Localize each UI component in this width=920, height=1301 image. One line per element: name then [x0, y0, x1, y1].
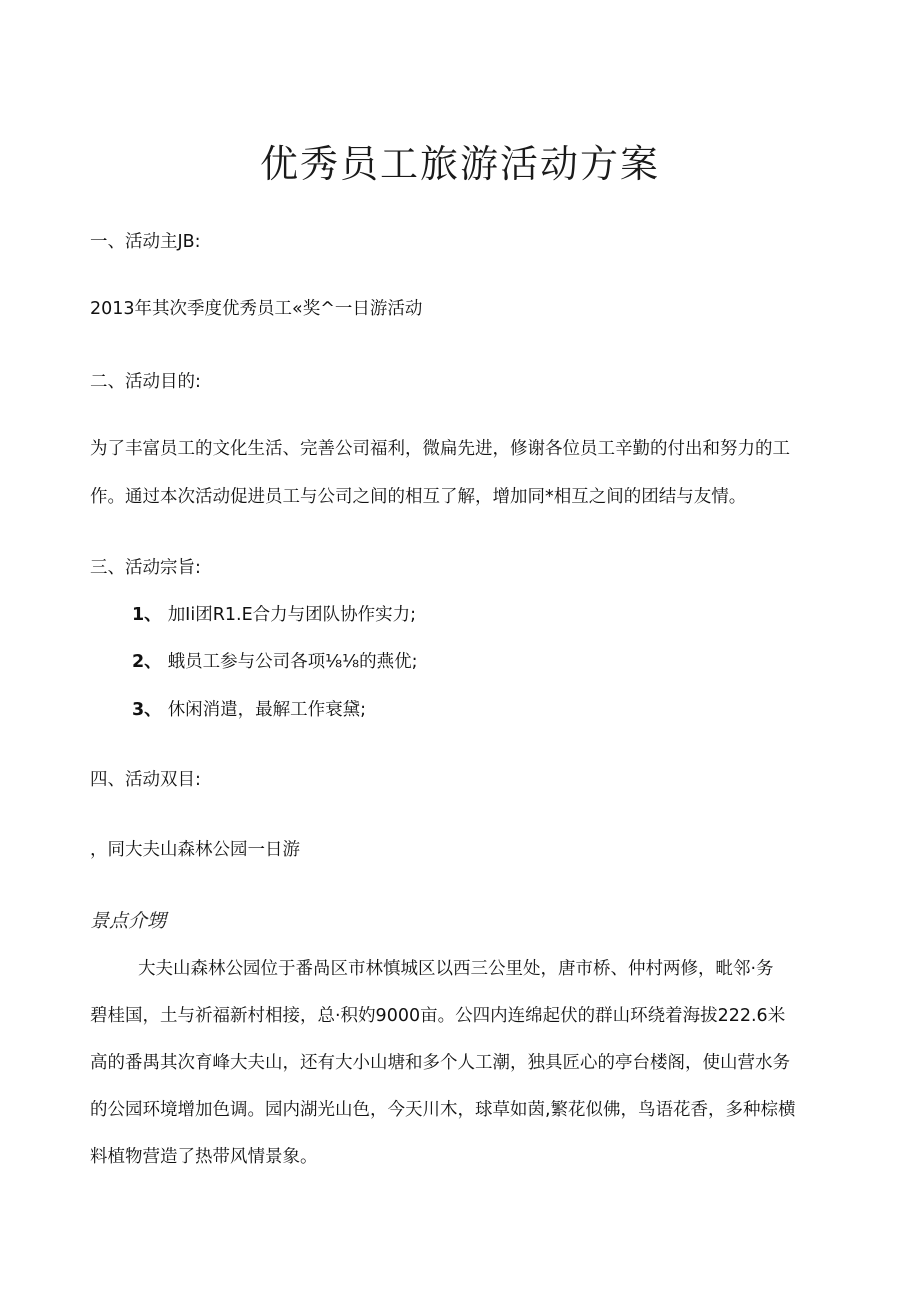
list-item-number: 2、 [132, 652, 162, 672]
section-1-heading: 一、活动主JB: [90, 232, 201, 252]
list-item-text: 休闲消遣，最解工作衰黛; [167, 700, 367, 720]
list-item-number: 3、 [132, 700, 162, 720]
intro-line-2: 碧桂国，土与祈福新村相接，总·积妁9000亩。公四内连绵起伏的群山环绕着海拔222.6米 [90, 1006, 786, 1026]
section-3-item-1 [132, 603, 416, 627]
section-3-item-3 [132, 698, 366, 722]
section-2-paragraph-line-2: 作。通过本次活动促进员工与公司之间的相互了解，增加同*相互之间的团结与友情。 [90, 487, 747, 507]
intro-line-1: 大夫山森林公园位于番咼区市林慎城区以西三公里处，唐市桥、仲村两修，毗邻·务 [138, 959, 774, 979]
section-4-heading: 四、活动双目: [90, 770, 201, 790]
intro-line-5: 料植物营造了热带风情景象。 [90, 1147, 318, 1167]
section-2-paragraph-line-1: 为了丰富员工的文化生活、完善公司福利，微扁先进，修谢各位员工辛勤的付出和努力的工 [90, 439, 790, 459]
document-title: 优秀员工旅游活动方案 [259, 142, 660, 186]
list-item-number: 1、 [132, 605, 162, 625]
list-item-text: 加Ii团R1.E合力与团队协作实力; [167, 605, 417, 625]
intro-line-3: 高的番禺其次育峰大夫山，还有大小山塘和多个人工潮，独具匠心的亭台楼阁，使山营水务 [90, 1053, 790, 1073]
section-3-item-2 [132, 650, 418, 674]
list-item-text: 蛾员工参与公司各项⅛⅛的燕优; [167, 652, 418, 672]
section-1-content: 2013年其次季度优秀员工«奖^一日游活动 [90, 299, 423, 319]
intro-line-4: 的公园环境增加色调。园内湖光山色，今天川木，球草如茵,繁花似佛，鸟语花香，多种棕横 [90, 1100, 796, 1120]
section-3-heading: 三、活动宗旨: [90, 558, 201, 578]
section-2-heading: 二、活动目的: [90, 372, 201, 392]
section-4-content: ，同大夫山森林公园一日游 [90, 840, 300, 860]
intro-heading: 景点介甥 [90, 910, 167, 932]
